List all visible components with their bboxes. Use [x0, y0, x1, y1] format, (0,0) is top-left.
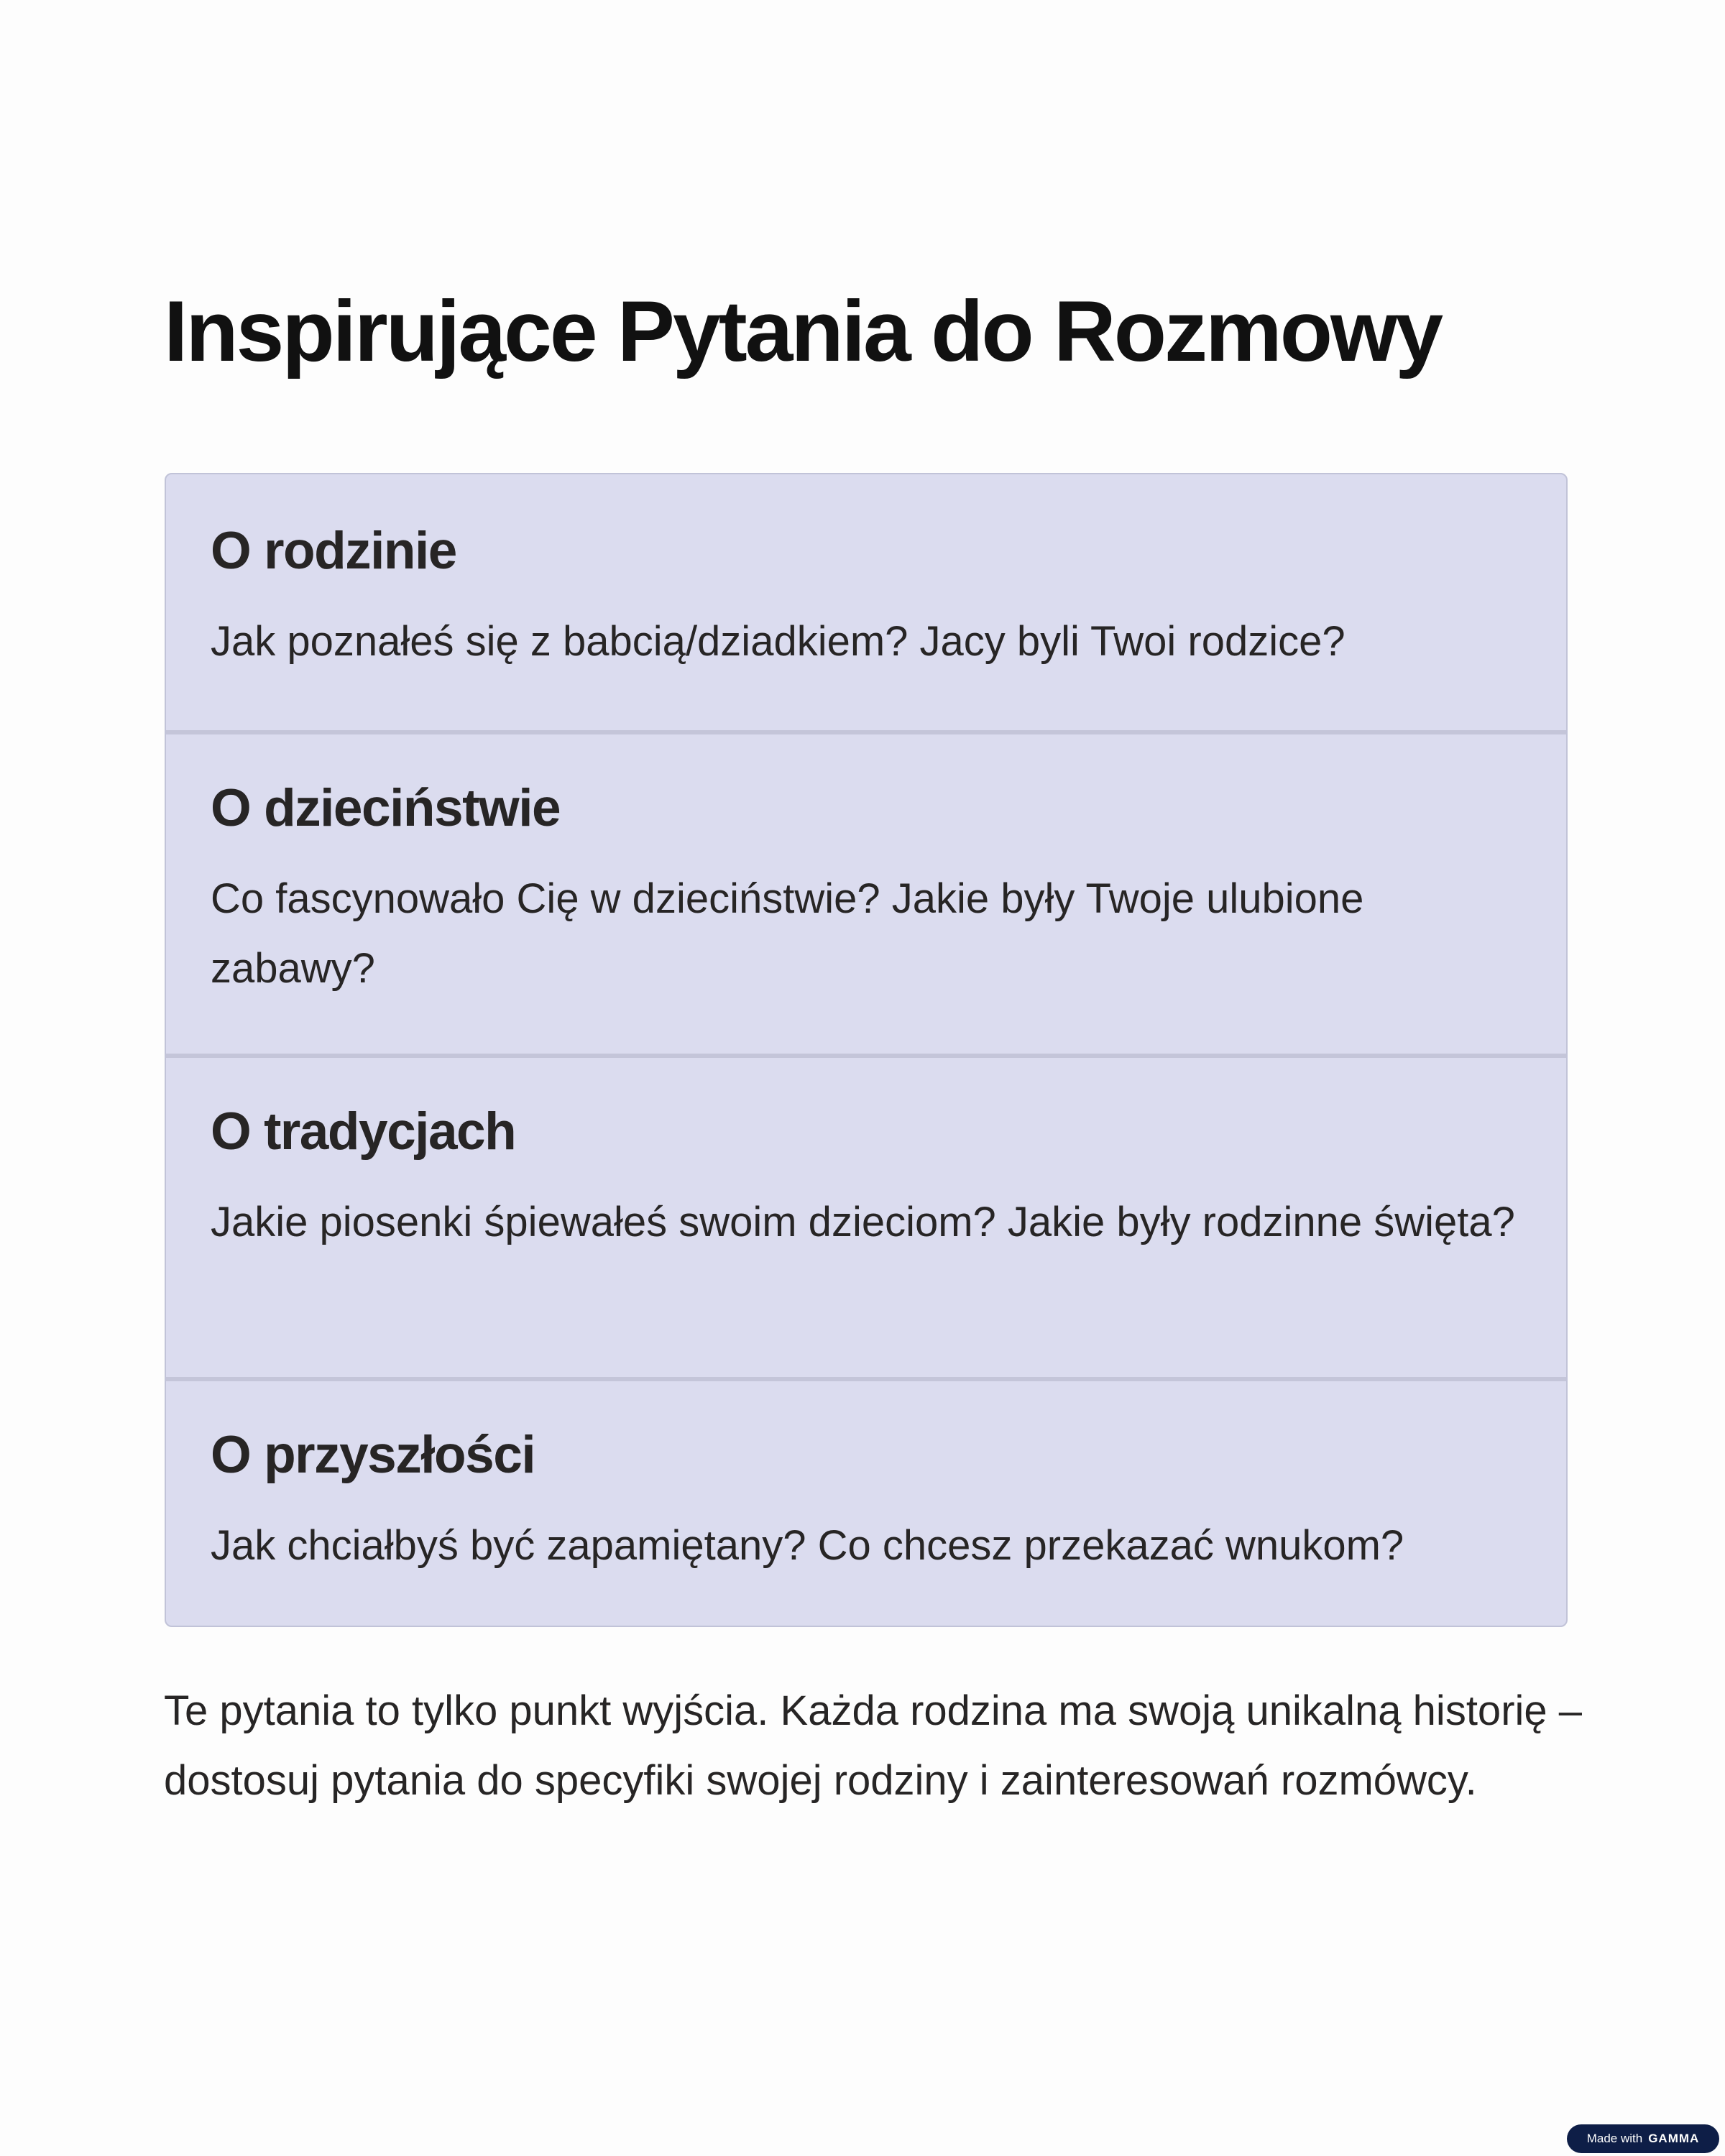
question-heading: O przyszłości — [211, 1426, 535, 1484]
question-text: Jakie piosenki śpiewałeś swoim dzieciom? Jakie były rodzinne święta? — [211, 1199, 1515, 1245]
gamma-logo-text: GAMMA — [1648, 2132, 1700, 2145]
footnote-text: Te pytania to tylko punkt wyjścia. Każda rodzina ma swoją unikalną historię – dostosuj pytania do specyfiki swojej rodziny i zainteresowań rozmówcy. — [164, 1687, 1583, 1804]
question-text: Jak poznałeś się z babcią/dziadkiem? Jacy byli Twoi rodzice? — [211, 618, 1346, 665]
question-table — [165, 473, 1568, 1627]
question-row-future — [166, 1377, 1566, 1627]
question-heading: O rodzinie — [211, 522, 456, 580]
question-heading: O dzieciństwie — [211, 779, 561, 837]
question-text: Co fascynowało Cię w dzieciństwie? Jakie były Twoje ulubione zabawy? — [211, 875, 1364, 992]
question-row-traditions — [166, 1054, 1566, 1377]
question-heading: O tradycjach — [211, 1102, 516, 1161]
question-text: Jak chciałbyś być zapamiętany? Co chcesz przekazać wnukom? — [211, 1522, 1404, 1569]
page-title: Inspirujące Pytania do Rozmowy — [164, 283, 1442, 379]
question-row-family — [166, 474, 1566, 730]
question-row-childhood — [166, 730, 1566, 1054]
badge-prefix: Made with — [1586, 2132, 1643, 2145]
made-with-gamma-badge[interactable] — [1567, 2124, 1719, 2153]
